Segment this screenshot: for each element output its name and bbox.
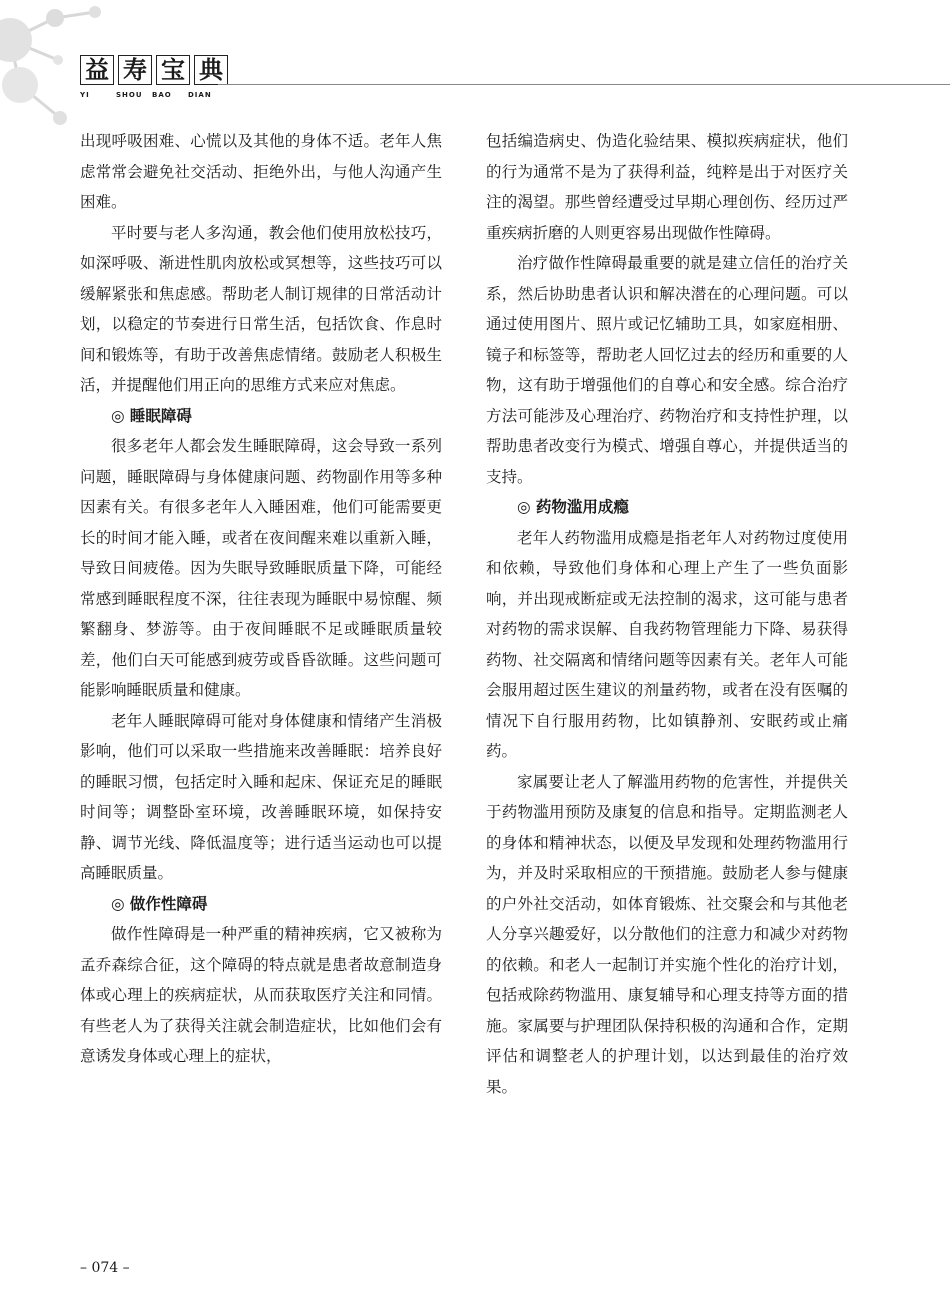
- paragraph: 平时要与老人多沟通，教会他们使用放松技巧，如深呼吸、渐进性肌肉放松或冥想等，这些技巧可以缓解紧张和焦虑感。帮助老人制订规律的日常活动计划，以稳定的节奏进行日常生活，包括饮食、作息时间和锻炼等，有助于改善焦虑情绪。鼓励老人积极生活，并提醒他们用正向的思维方式来应对焦虑。: [80, 223, 442, 394]
- magazine-logo: [80, 55, 228, 85]
- header-divider: [218, 84, 950, 85]
- logo-pinyin-4: DIAN: [188, 91, 212, 99]
- paragraph: 老年人睡眠障碍可能对身体健康和情绪产生消极影响，他们可以采取一些措施来改善睡眠：培养良好的睡眠习惯，包括定时入睡和起床、保证充足的睡眠时间等；调整卧室环境，改善睡眠环境，如保持安静、调节光线、降低温度等；进行适当运动也可以提高睡眠质量。: [80, 711, 442, 882]
- section-heading-factitious-disorder: ◎ 做作性障碍: [111, 893, 208, 913]
- logo-pinyin-3: BAO: [152, 91, 172, 99]
- logo-char-2: 寿: [118, 55, 152, 85]
- section-heading-drug-abuse: ◎ 药物滥用成瘾: [517, 497, 629, 516]
- logo-pinyin: [80, 91, 224, 99]
- paragraph: 包括编造病史、伪造化验结果、模拟疾病症状，他们的行为通常不是为了获得利益，纯粹是出于对医疗关注的渴望。那些曾经遭受过早期心理创伤、经历过严重疾病折磨的人则更容易出现做作性障碍。: [486, 132, 848, 242]
- paragraph: 老年人药物滥用成瘾是指老年人对药物过度使用和依赖，导致他们身体和心理上产生了一些负面影响，并出现戒断症或无法控制的渴求，这可能与患者对药物的需求误解、自我药物管理能力下降、易获得药物、社交隔离和情绪问题等因素有关。老年人可能会服用超过医生建议的剂量药物，或者在没有医嘱的情况下自行服用药物，比如镇静剂、安眠药或止痛药。: [486, 528, 848, 760]
- paragraph: 治疗做作性障碍最重要的就是建立信任的治疗关系，然后协助患者认识和解决潜在的心理问题。可以通过使用图片、照片或记忆辅助工具，如家庭相册、镜子和标签等，帮助老人回忆过去的经历和重要的人物，这有助于增强他们的自尊心和安全感。综合治疗方法可能涉及心理治疗、药物治疗和支持性护理，以帮助患者改变行为模式、增强自尊心，并提供适当的支持。: [486, 254, 848, 486]
- paragraph: 做作性障碍是一种严重的精神疾病，它又被称为孟乔森综合征，这个障碍的特点就是患者故意制造身体或心理上的疾病症状，从而获取医疗关注和同情。有些老人为了获得关注就会制造症状，比如他们会有意诱发身体或心理上的症状，: [80, 925, 442, 1065]
- logo-char-3: 宝: [156, 55, 190, 85]
- logo-pinyin-1: YI: [80, 91, 90, 99]
- logo-char-4: 典: [194, 55, 228, 85]
- paragraph: 出现呼吸困难、心慌以及其他的身体不适。老年人焦虑常常会避免社交活动、拒绝外出，与他人沟通产生困难。: [80, 132, 442, 211]
- page-number: – 074 –: [80, 1260, 130, 1276]
- paragraph: 很多老年人都会发生睡眠障碍，这会导致一系列问题，睡眠障碍与身体健康问题、药物副作用等多种因素有关。有很多老年人入睡困难，他们可能需要更长的时间才能入睡，或者在夜间醒来难以重新入睡，导致日间疲倦。因为失眠导致睡眠质量下降，可能经常感到睡眠程度不深，往往表现为睡眠中易惊醒、频繁翻身、梦游等。由于夜间睡眠不足或睡眠质量较差，他们白天可能感到疲劳或昏昏欲睡。这些问题可能影响睡眠质量和健康。: [80, 437, 442, 699]
- right-column: [486, 126, 848, 1102]
- logo-pinyin-2: SHOU: [116, 91, 143, 99]
- logo-char-1: 益: [80, 55, 114, 85]
- paragraph: 家属要让老人了解滥用药物的危害性，并提供关于药物滥用预防及康复的信息和指导。定期监测老人的身体和精神状态，以便及早发现和处理药物滥用行为，并及时采取相应的干预措施。鼓励老人参与健康的户外社交活动，如体育锻炼、社交聚会和与其他老人分享兴趣爱好，以分散他们的注意力和减少对药物的依赖。和老人一起制订并实施个性化的治疗计划，包括戒除药物滥用、康复辅导和心理支持等方面的措施。家属要与护理团队保持积极的沟通和合作，定期评估和调整老人的护理计划，以达到最佳的治疗效果。: [486, 772, 848, 1096]
- section-heading-sleep-disorder: ◎ 睡眠障碍: [111, 405, 192, 425]
- left-column: [80, 126, 442, 1072]
